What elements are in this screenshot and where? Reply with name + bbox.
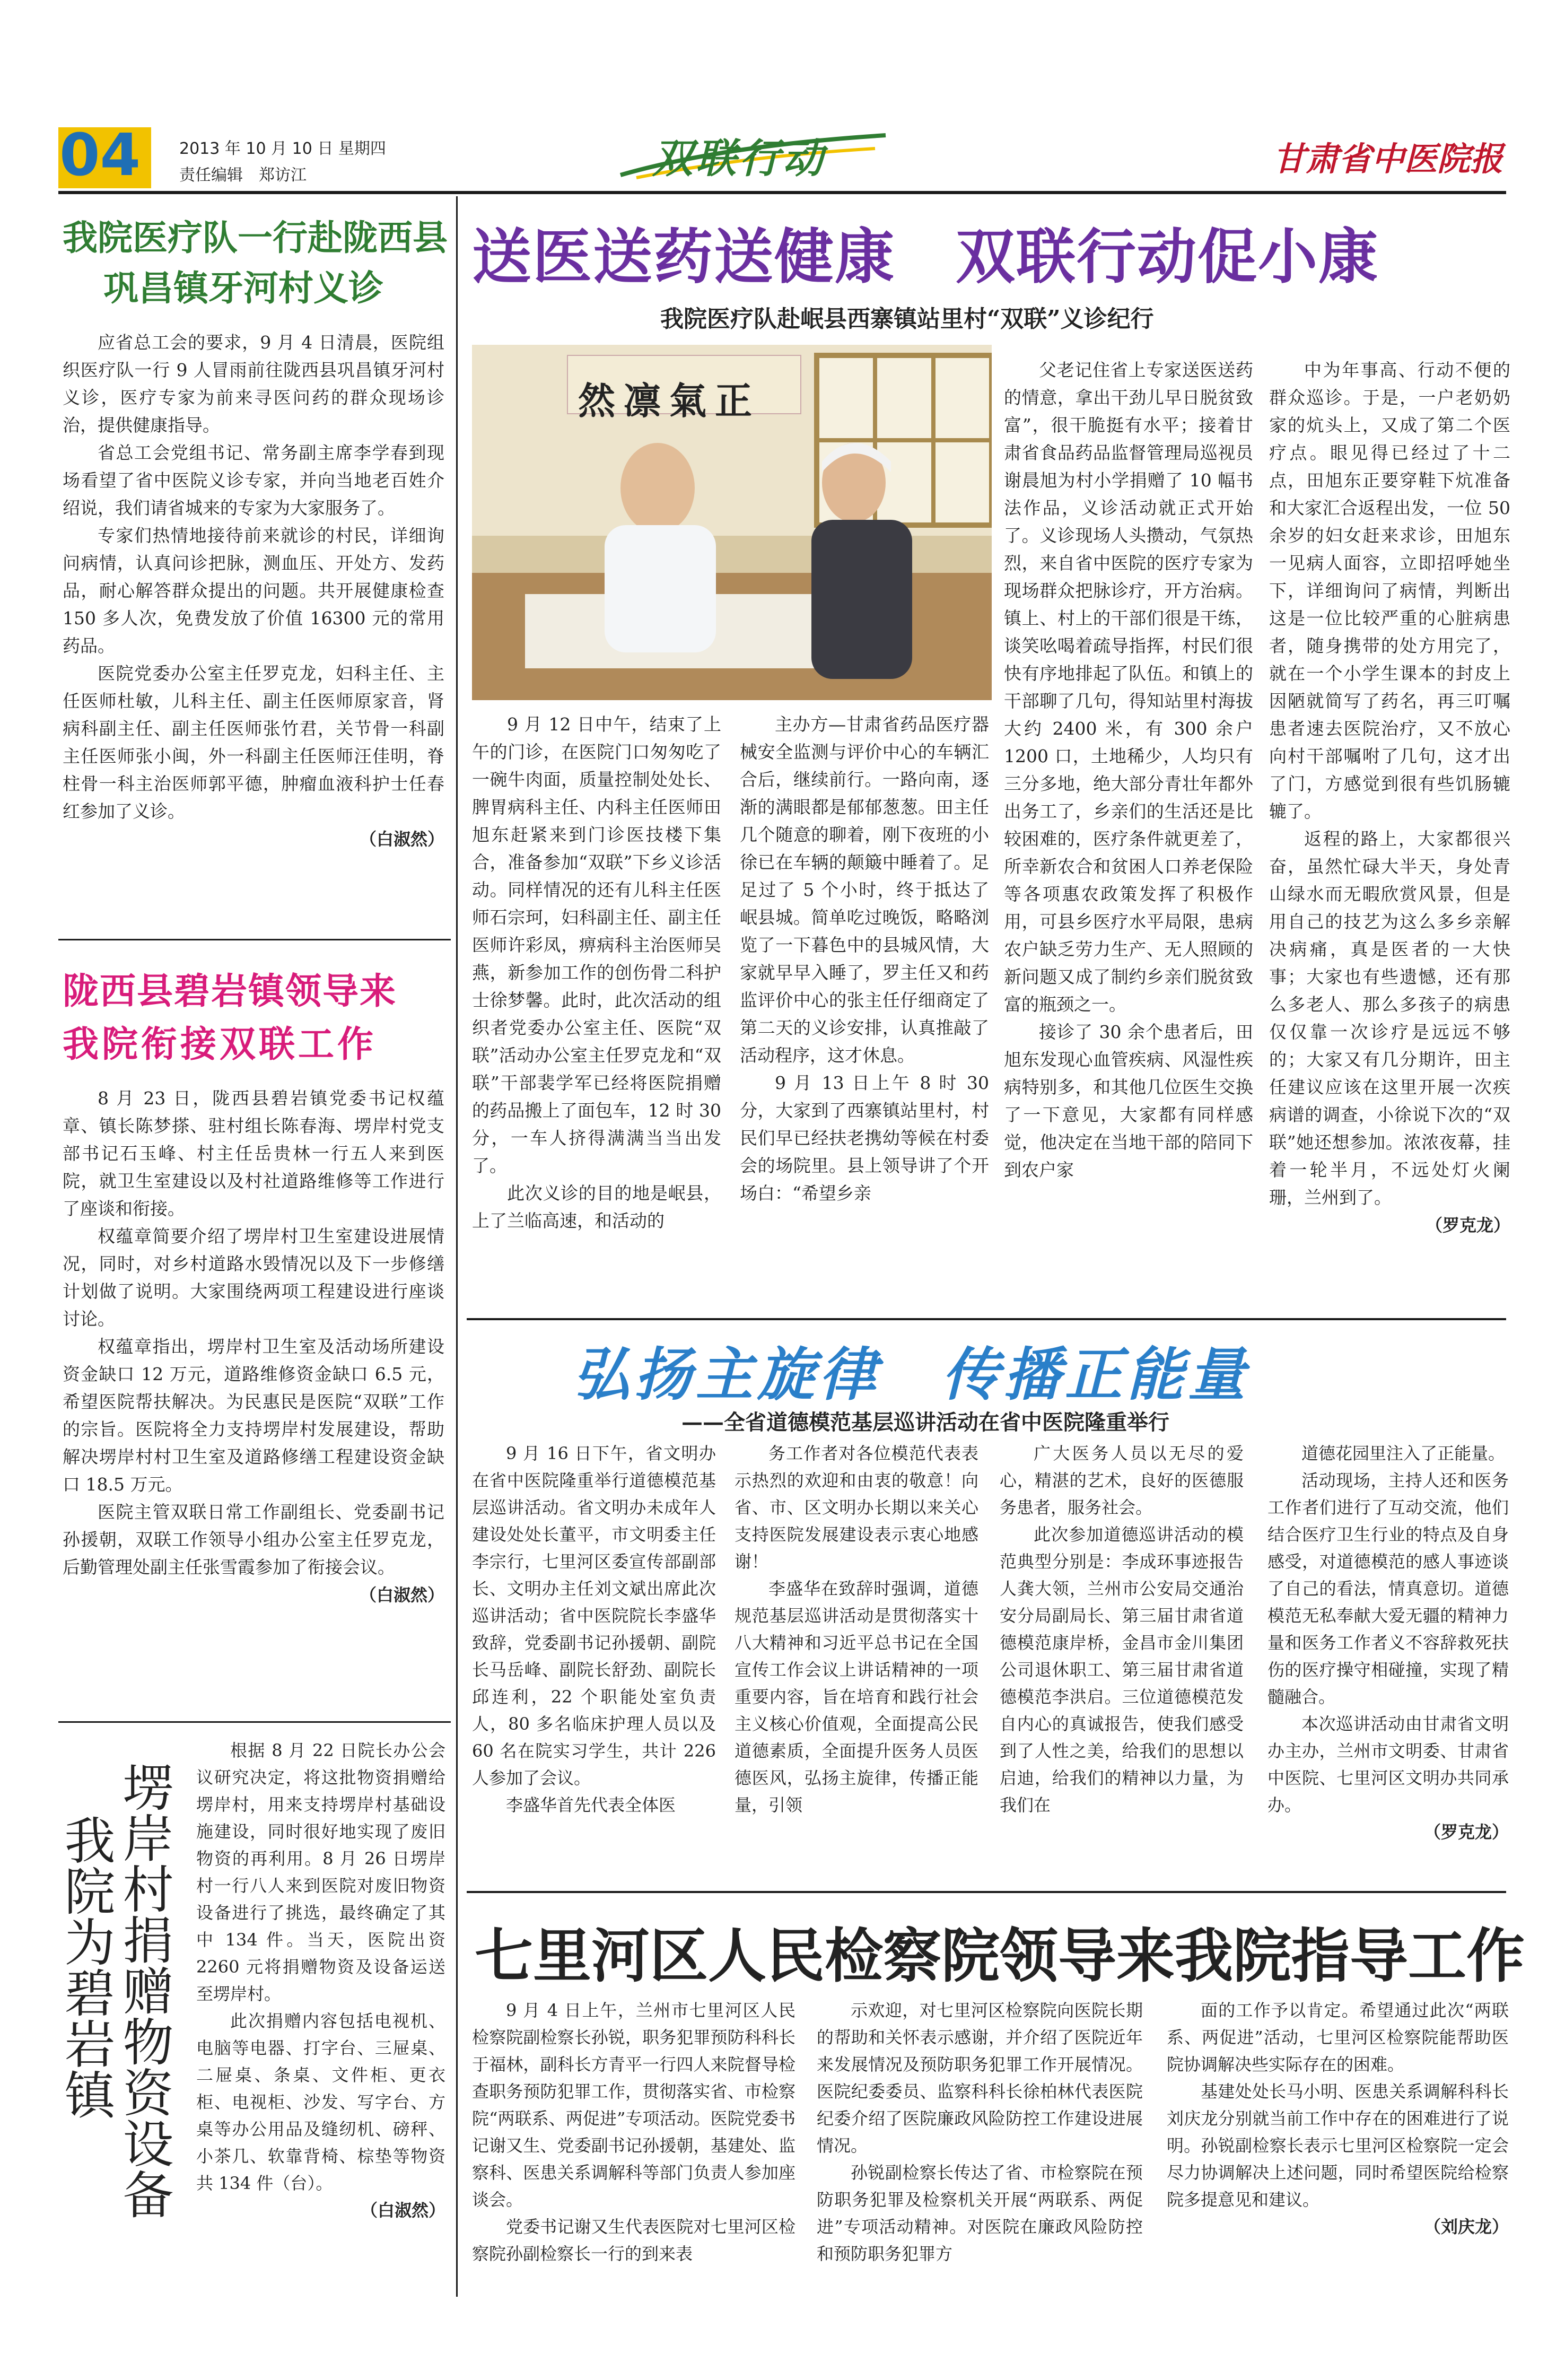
art4-rule <box>467 1318 1506 1320</box>
art1-title-line1: 我院医疗队一行赴陇西县 <box>63 217 448 258</box>
masthead-rule <box>58 191 1506 194</box>
art6-col3 <box>1167 1997 1509 2240</box>
art4-col4 <box>1269 356 1510 1239</box>
art5-col2 <box>735 1440 978 1819</box>
art6-col2 <box>817 1997 1143 2268</box>
art3-para: 根据 8 月 22 日院长办公会议研究决定，将这批物资捐赠给塄岸村，用来支持塄岸村基础设施建设，同时很好地实现了废旧物资的再利用。8 月 26 日塄岸村一行八人来到医院对废旧物资设备进行了挑选，最终确定了其中 134 件。当天，医院出资 2260 元将捐赠物资及设备运送至塄岸村。 <box>196 1740 445 2004</box>
art6-para: 党委书记谢又生代表医院对七里河区检察院孙副检察长一行的到来表 <box>472 2217 795 2264</box>
art4-para: 主办方—甘肃省药品医疗器械安全监测与评价中心的车辆汇合后，继续前行。一路向南，逐渐的满眼都是郁郁葱葱。田主任几个随意的聊着，刚下夜班的小徐已在车辆的颠簸中睡着了。足足过了 5 个小时，终于抵达了岷县城。简单吃过晚饭，略略浏览了一下暮色中的县城风情，大家就早早入睡了，罗主任又和药监评价中心的张主任仔细商定了第二天的义诊安排，认真推敲了活动程序，这才休息。 <box>740 714 989 1066</box>
art6-para: 基建处处长马小明、医患关系调解科科长刘庆龙分别就当前工作中存在的困难进行了说明。孙锐副检察长表示七里河区检察院一定会尽力协调解决上述问题，同时希望医院给检察院多提意见和建议。 <box>1167 2081 1509 2210</box>
art1-body <box>63 329 444 853</box>
art5-col3 <box>1000 1440 1244 1819</box>
art5-para: 活动现场，主持人还和医务工作者们进行了互动交流，他们结合医疗卫生行业的特点及自身感受，对道德模范的感人事迹谈了自己的看法，情真意切。道德模范无私奉献大爱无疆的精神力量和医务工作者义不容辞救死扶伤的医疗操守相碰撞，实现了精髓融合。 <box>1267 1470 1509 1707</box>
art1-para: 专家们热情地接待前来就诊的村民，详细询问病情，认真问诊把脉，测血压、开处方、发药品，耐心解答群众提出的问题。共开展健康检查 150 多人次，免费发放了价值 16300 元的常用药品。 <box>63 525 444 656</box>
art5-para: 李盛华在致辞时强调，道德规范基层巡讲活动是贯彻落实十八大精神和习近平总书记在全国宣传工作会议上讲话精神的一项重要内容，旨在培育和践行社会主义核心价值观，全面提高公民道德素质，全面提升医务人员医德医风，弘扬主旋律，传播正能量，引领 <box>735 1579 978 1815</box>
art2-body <box>63 1085 444 1609</box>
paper-name: 甘肃省中医院报 <box>1273 140 1503 178</box>
art4-para: 此次义诊的目的地是岷县，上了兰临高速，和活动的 <box>472 1183 721 1231</box>
art2-title-line2: 我院衔接双联工作 <box>63 1023 377 1066</box>
art5-rule <box>467 1891 1506 1893</box>
calligraphy-scroll: 然凛氣正 <box>578 379 760 423</box>
art3-body <box>196 1737 445 2224</box>
art6-col1 <box>472 1997 795 2268</box>
art4-subtitle: 我院医疗队赴岷县西寨镇站里村“双联”义诊纪行 <box>660 306 1154 333</box>
editor-line: 责任编辑 郑访江 <box>179 166 307 185</box>
art4-para: 9 月 12 日中午，结束了上午的门诊，在医院门口匆匆吃了一碗牛肉面，质量控制处处长、脾胃病科主任、内科主任医师田旭东赶紧来到门诊医技楼下集合，准备参加“双联”下乡义诊活动。同样情况的还有儿科主任医师石宗珂，妇科副主任、副主任医师许彩凤，痹病科主治医师吴燕，新参加工作的创伤骨二科护士徐梦馨。此时，此次活动的组织者党委办公室主任、医院“双联”活动办公室主任罗克龙和“双联”干部裴学军已经将医院捐赠的药品搬上了面包车，12 时 30 分，一车人挤得满满当当出发了。 <box>472 714 721 1176</box>
art4-col1 <box>472 711 721 1235</box>
art3-title-a: 塄岸村捐赠物资设备 <box>115 1761 174 2219</box>
art2-para: 权蕴章简要介绍了塄岸村卫生室建设进展情况，同时，对乡村道路水毁情况以及下一步修缮计划做了说明。大家围绕两项工程建设进行座谈讨论。 <box>63 1226 444 1329</box>
art6-para: 孙锐副检察长传达了省、市检察院在预防职务犯罪及检察机关开展“两联系、两促进”专项活动精神。对医院在廉政风险防控和预防职务犯罪方 <box>817 2163 1143 2264</box>
art1-para: 应省总工会的要求，9 月 4 日清晨，医院组织医疗队一行 9 人冒雨前往陇西县巩昌镇牙河村义诊，医疗专家为前来寻医问药的群众现场诊治，提供健康指导。 <box>63 332 444 435</box>
art5-para: 李盛华首先代表全体医 <box>506 1795 676 1815</box>
art1-para: 省总工会党组书记、常务副主席李学春到现场看望了省中医院义诊专家，并向当地老百姓介绍说，我们请省城来的专家为大家服务了。 <box>63 442 444 518</box>
art4-para: 9 月 13 日上午 8 时 30 分，大家到了西寨镇站里村，村民们早已经扶老携幼等候在村委会的场院里。县上领导讲了个开场白：“希望乡亲 <box>740 1073 989 1204</box>
art2-title-line1: 陇西县碧岩镇领导来 <box>63 970 397 1013</box>
art5-para: 9 月 16 日下午，省文明办在省中医院隆重举行道德模范基层巡讲活动。省文明办未成年人建设处处长董平，市文明委主任李宗行，七里河区委宣传部副部长、文明办主任刘文斌出席此次巡讲活动；省中医院院长李盛华致辞，党委副书记孙援朝、副院长马岳峰、副院长舒劲、副院长邱连利，22 个职能处室负责人，80 多名临床护理人员以及 60 名在院实习学生，共计 226 人参加了会议。 <box>472 1443 716 1788</box>
art2-para: 医院主管双联日常工作副组长、党委副书记孙援朝，双联工作领导小组办公室主任罗克龙，后勤管理处副主任张雪霞参加了衔接会议。 <box>63 1502 444 1577</box>
section-title: 双联行动 <box>652 135 826 182</box>
art4-col3 <box>1004 356 1253 1184</box>
art3-byline: （白淑然） <box>360 2200 445 2220</box>
art3-para: 此次捐赠内容包括电视机、电脑等电器、打字台、三屉桌、二屉桌、条桌、文件柜、更衣柜、电视柜、沙发、写字台、方桌等办公用品及缝纫机、磅秤、小茶几、软靠背椅、棕垫等物资共 134 件（台）。 <box>196 2011 445 2193</box>
art2-para: 8 月 23 日，陇西县碧岩镇党委书记权蕴章、镇长陈梦搽、驻村组长陈春海、塄岸村党支部书记石玉峰、村主任岳贵林一行五人来到医院，就卫生室建设以及村社道路维修等工作进行了座谈和衔接。 <box>63 1088 444 1219</box>
art1-para: 医院党委办公室主任罗克龙，妇科主任、主任医师杜敏，儿科主任、副主任医师原家音，肾病科副主任、副主任医师张竹君，关节骨一科副主任医师张小闽，外一科副主任医师汪佳明，脊柱骨一科主治医师郭平德，肿瘤血液科护士任春红参加了义诊。 <box>63 663 444 822</box>
art2-rule <box>58 1721 451 1723</box>
art6-para: 示欢迎，对七里河区检察院向医院长期的帮助和关怀表示感谢，并介绍了医院近年来发展情况及预防职务犯罪工作开展情况。医院纪委委员、监察科科长徐柏林代表医院纪委介绍了医院廉政风险防控工作建设进展情况。 <box>817 2000 1143 2156</box>
art6-title: 七里河区人民检察院领导来我院指导工作 <box>475 1922 1525 1990</box>
left-column-divider <box>456 196 458 2297</box>
art4-byline: （罗克龙） <box>1425 1215 1510 1235</box>
art5-para: 道德花园里注入了正能量。 <box>1301 1443 1506 1463</box>
art5-col4 <box>1267 1440 1509 1846</box>
art5-byline: （罗克龙） <box>1423 1822 1509 1842</box>
art5-para: 此次参加道德巡讲活动的模范典型分别是：李成环事迹报告人龚大领，兰州市公安局交通治安分局副局长、第三届甘肃省道德模范康岸桥，金昌市金川集团公司退休职工、第三届甘肃省道德模范李洪启。三位道德模范发自内心的真诚报告，使我们感受到了人性之美，给我们的思想以启迪，给我们的精神以力量，为我们在 <box>1000 1524 1244 1815</box>
art6-para: 9 月 4 日上午，兰州市七里河区人民检察院副检察长孙锐，职务犯罪预防科科长于福林，副科长方青平一行四人来院督导检查职务预防犯罪工作，贯彻落实省、市检察院“两联系、两促进”专项活动。医院党委书记谢又生、党委副书记孙援朝，基建处、监察科、医患关系调解科等部门负责人参加座谈会。 <box>472 2000 795 2210</box>
art6-byline: （刘庆龙） <box>1423 2217 1509 2237</box>
art4-col2 <box>740 711 989 1207</box>
page-number: 04 <box>59 121 141 189</box>
art5-para: 广大医务人员以无尽的爱心，精湛的艺术，良好的医德服务患者，服务社会。 <box>1000 1443 1244 1518</box>
art5-subtitle: ——全省道德模范基层巡讲活动在省中医院隆重举行 <box>681 1410 1169 1435</box>
art2-byline: （白淑然） <box>359 1585 444 1605</box>
art3-title-b: 我院为碧岩镇 <box>56 1814 116 2120</box>
art4-para: 接诊了 30 余个患者后，田旭东发现心血管疾病、风湿性疾病特别多，和其他几位医生交换了一下意见，大家都有同样感觉，他决定在当地干部的陪同下到农户家 <box>1004 1022 1253 1180</box>
art4-para: 返程的路上，大家都很兴奋，虽然忙碌大半天，身处青山绿水而无暇欣赏风景，但是用自己的技艺为这么多乡亲解决病痛，真是医者的一大快事；大家也有些遗憾，还有那么多老人、那么多孩子的病患仅仅靠一次诊疗是远远不够的；大家又有几分期许，田主任建议应该在这里开展一次疾病谱的调查，小徐说下次的“双联”她还想参加。浓浓夜幕，挂着一轮半月，不远处灯火阑珊，兰州到了。 <box>1269 829 1510 1208</box>
art4-para: 父老记住省上专家送医送药的情意，拿出干劲儿早日脱贫致富”，很干脆挺有水平；接着甘肃省食品药品监督管理局巡视员谢晨旭为村小学捐赠了 10 幅书法作品，义诊活动就正式开始了。义诊现场人头攒动，气氛热烈，来自省中医院的医疗专家为现场群众把脉诊疗，开方治病。镇上、村上的干部们很是干练，谈笑吆喝着疏导指挥，村民们很快有序地排起了队伍。和镇上的干部聊了几句，得知站里村海拔大约 2400 米，有 300 余户 1200 口，土地稀少，人均只有三分多地，绝大部分青壮年都外出务工了，乡亲们的生活还是比较困难的，医疗条件就更差了，所幸新农合和贫困人口养老保险等各项惠农政策发挥了积极作用，可县乡医疗水平局限，患病农户缺乏劳力生产、无人照顾的新问题又成了制约乡亲们脱贫致富的瓶颈之一。 <box>1004 360 1253 1015</box>
art5-para: 本次巡讲活动由甘肃省文明办主办，兰州市文明委、甘肃省中医院、七里河区文明办共同承办。 <box>1267 1714 1509 1815</box>
art5-title: 弘扬主旋律 传播正能量 <box>573 1341 1250 1408</box>
art6-para: 面的工作予以肯定。希望通过此次“两联系、两促进”活动，七里河区检察院能帮助医院协调解决些实际存在的困难。 <box>1167 2000 1509 2074</box>
art2-para: 权蕴章指出，塄岸村卫生室及活动场所建设资金缺口 12 万元，道路维修资金缺口 6.5 元，希望医院帮扶解决。为民惠民是医院“双联”工作的宗旨。医院将全力支持塄岸村发展建设，帮助解决塄岸村村卫生室及道路修缮工程建设资金缺口 18.5 万元。 <box>63 1336 444 1495</box>
art1-rule <box>58 939 451 940</box>
issue-date: 2013 年 10 月 10 日 星期四 <box>179 140 386 158</box>
art4-para: 中为年事高、行动不便的群众巡诊。于是，一户老奶奶家的炕头上，又成了第二个医疗点。眼见得已经过了十二点，田旭东正要穿鞋下炕准备和大家汇合返程出发，一位 50 余岁的妇女赶来求诊，田旭东一见病人面容，立即招呼她坐下，详细询问了病情，判断出这是一位比较严重的心脏病患者，随身携带的处方用完了，就在一个小学生课本的封皮上因陋就简写了药名，再三叮嘱患者速去医院治疗，又不放心向村干部嘱咐了几句，这才出了门，方感觉到很有些饥肠辘辘了。 <box>1269 360 1510 822</box>
art4-title: 送医送药送健康 双联行动促小康 <box>472 222 1379 292</box>
art5-para: 务工作者对各位模范代表表示热烈的欢迎和由衷的敬意！向省、市、区文明办长期以来关心支持医院发展建设表示衷心地感谢！ <box>735 1443 978 1572</box>
art1-byline: （白淑然） <box>359 829 444 849</box>
art1-title-line2: 巩昌镇牙河村义诊 <box>103 267 383 309</box>
art5-col1 <box>472 1440 716 1819</box>
